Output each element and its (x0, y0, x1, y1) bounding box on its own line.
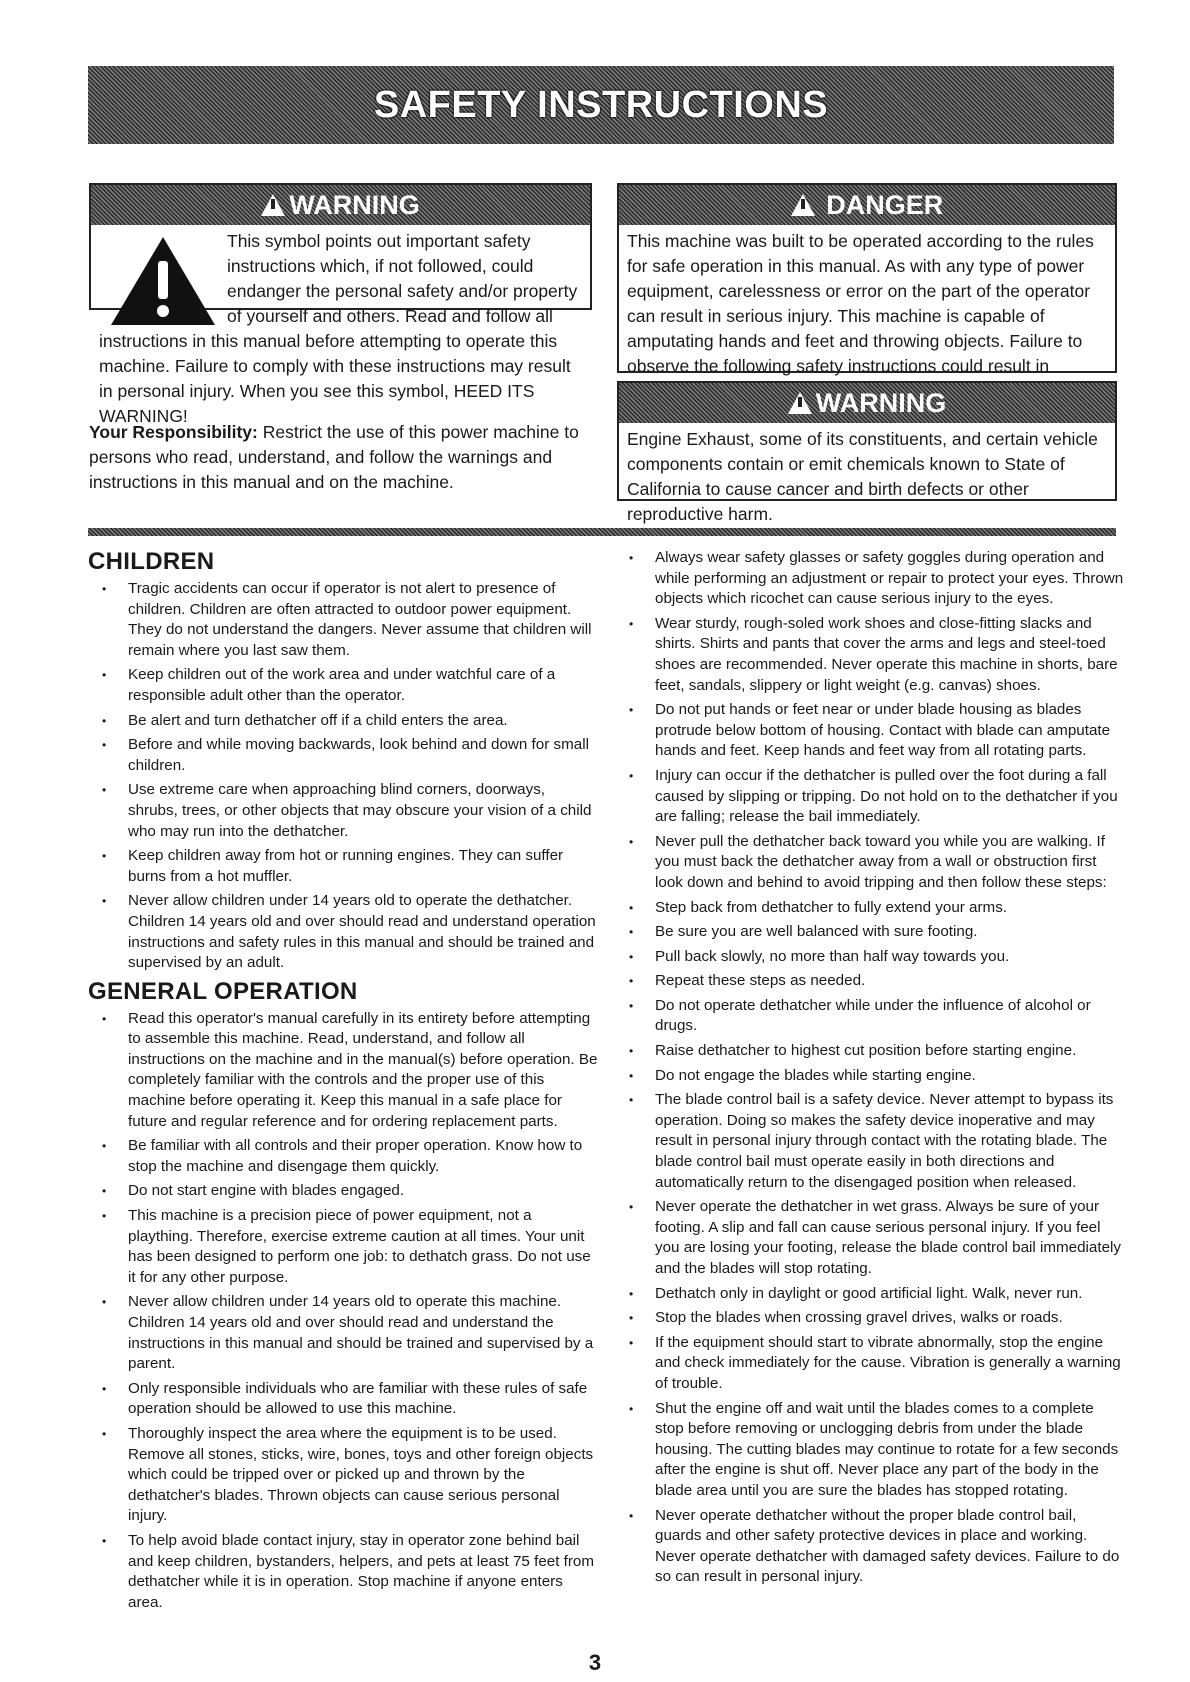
warning-2-heading: WARNING (815, 387, 947, 418)
list-item: • Do not put hands or feet near or under blade housing as blades protrude below bottom of housing. Contact with blade can amputate hands and feet. Keep hands and feet way from all rotating parts. (615, 700, 1125, 762)
list-item: • Read this operator's manual carefully in its entirety before attempting to assemble this machine. Read, understand, and follow all instructions on the machine and in the manual(s) before operation. Be completely familiar with the controls and the proper use of this machine before operating it. Keep this manual in a safe place for future and regular reference and for ordering replacement parts. (88, 1009, 598, 1133)
warning-box-text: This symbol points out important safety instructions which, if not followed, could endanger the personal safety and/or property of yourself and others. Read and follow all instructions in this manual before attempting to operate this machine. Failure to comply with these instructions may result in personal injury. When you see this symbol, HEED ITS WARNING! (99, 231, 578, 426)
list-item: • Step back from dethatcher to fully extend your arms. (615, 898, 1125, 919)
title-banner (88, 66, 1114, 144)
warning-box-2-header (619, 383, 1115, 423)
list-item: • Stop the blades when crossing gravel drives, walks or roads. (615, 1308, 1125, 1329)
list-item: • Raise dethatcher to highest cut position before starting engine. (615, 1041, 1125, 1062)
general-operation-heading: GENERAL OPERATION (88, 977, 358, 1005)
list-item: • Never pull the dethatcher back toward you while you are walking. If you must back the dethatcher away from a wall or obstruction first look down and behind to avoid tripping and then follow these steps: (615, 832, 1125, 894)
list-item: • Be sure you are well balanced with sure footing. (615, 922, 1125, 943)
children-list (88, 579, 598, 974)
list-item: • Pull back slowly, no more than half way towards you. (615, 947, 1125, 968)
list-item: • Thoroughly inspect the area where the equipment is to be used. Remove all stones, sticks, wire, bones, toys and other foreign objects which could be tripped over or picked up and thrown by the dethatcher's blades. Thrown objects can cause serious personal injury. (88, 1424, 598, 1527)
list-item: • Use extreme care when approaching blind corners, doorways, shrubs, trees, or other objects that may obscure your vision of a child who may run into the dethatcher. (88, 780, 598, 842)
children-heading: CHILDREN (88, 548, 215, 575)
list-item: • Before and while moving backwards, look behind and down for small children. (88, 735, 598, 776)
danger-box-text: This machine was built to be operated according to the rules for safe operation in this manual. As with any type of power equipment, carelessness or error on the part of the operator can result in serious injury. This machine is capable of amputating hands and feet and throwing objects. Failure to observe the following safety instructions could result in (627, 231, 1094, 376)
list-item: • Do not engage the blades while starting engine. (615, 1066, 1125, 1087)
page-number: 3 (588, 1650, 602, 1675)
list-item: • Always wear safety glasses or safety goggles during operation and while performing an adjustment or repair to protect your eyes. Thrown objects which ricochet can cause serious injury to the eyes. (615, 548, 1125, 610)
left-column (88, 548, 598, 1617)
list-item: • Only responsible individuals who are familiar with these rules of safe operation should be allowed to use this machine. (88, 1379, 598, 1420)
list-item: • Never operate the dethatcher in wet grass. Always be sure of your footing. A slip and fall can cause serious personal injury. If you feel you are losing your footing, release the blade control bail immediately and the blades will stop rotating. (615, 1197, 1125, 1279)
warning-2-icon (788, 392, 812, 414)
list-item: • Never operate dethatcher without the proper blade control bail, guards and other safety protective devices in place and working. Never operate dethatcher with damaged safety devices. Failure to do so can result in personal injury. (615, 1506, 1125, 1588)
right-column-list (615, 548, 1125, 1588)
list-item: • Never allow children under 14 years old to operate the dethatcher. Children 14 years old and over should read and understand operation instructions and safety rules in this manual and should be trained and supervised by an adult. (88, 891, 598, 973)
list-item: • Keep children away from hot or running engines. They can suffer burns from a hot muffler. (88, 846, 598, 887)
responsibility-paragraph (89, 420, 594, 495)
list-item: • The blade control bail is a safety device. Never attempt to bypass its operation. Doing so makes the safety device inoperative and may result in personal injury through contact with the rotating blade. The blade control bail must operate easily in both directions and automatically return to the disengaged position when released. (615, 1090, 1125, 1193)
warning-box-2 (617, 381, 1117, 524)
list-item: • Wear sturdy, rough-soled work shoes and close-fitting slacks and shirts. Shirts and pants that cover the arms and legs and steel-toed shoes are recommended. Never operate this machine in shorts, bare feet, sandals, slippery or light weight (e.g. canvas) shoes. (615, 614, 1125, 696)
list-item: • Repeat these steps as needed. (615, 971, 1125, 992)
list-item: • Injury can occur if the dethatcher is pulled over the foot during a fall caused by slipping or tripping. Do not hold on to the dethatcher if you are falling; release the bail immediately. (615, 766, 1125, 828)
list-item: • To help avoid blade contact injury, stay in operator zone behind bail and keep children, bystanders, helpers, and pets at least 75 feet from dethatcher while it is in operation. Stop machine if anyone enters area. (88, 1531, 598, 1613)
right-column (615, 548, 1125, 1592)
warning-box-2-text: Engine Exhaust, some of its constituents, and certain vehicle components contain or emit chemicals known to State of California to cause cancer and birth defects or other reproductive harm. (627, 429, 1098, 524)
section-divider (88, 528, 1116, 536)
warning-box (89, 183, 592, 426)
general-operation-list (88, 1009, 598, 1614)
list-item: • Be familiar with all controls and their proper operation. Know how to stop the machine and disengage them quickly. (88, 1136, 598, 1177)
list-item: • Shut the engine off and wait until the blades comes to a complete stop before removing or unclogging debris from under the blade housing. The cutting blades may continue to rotate for a few seconds after the engine is shut off. Never place any part of the body in the blade area until you are sure the blades has stopped rotating. (615, 1399, 1125, 1502)
list-item: • Do not start engine with blades engaged. (88, 1181, 598, 1202)
warning-box-header (91, 185, 590, 225)
page-title: SAFETY INSTRUCTIONS (373, 83, 829, 126)
list-item: • Keep children out of the work area and under watchful care of a responsible adult other than the operator. (88, 665, 598, 706)
warning-triangle-icon (107, 233, 219, 329)
warning-heading: WARNING (289, 189, 420, 220)
danger-heading: DANGER (826, 189, 944, 220)
warning-box-body (91, 225, 590, 433)
list-item: • Dethatch only in daylight or good artificial light. Walk, never run. (615, 1284, 1125, 1305)
list-item: • Do not operate dethatcher while under the influence of alcohol or drugs. (615, 996, 1125, 1037)
list-item: • This machine is a precision piece of power equipment, not a plaything. Therefore, exercise extreme caution at all times. Your unit has been designed to perform one job: to dethatch grass. Do not use it for any other purpose. (88, 1206, 598, 1288)
list-item: • Tragic accidents can occur if operator is not alert to presence of children. Children are often attracted to outdoor power equipment. They do not understand the dangers. Never assume that children will remain where you last saw them. (88, 579, 598, 661)
list-item: • If the equipment should start to vibrate abnormally, stop the engine and check immediately for the cause. Vibration is generally a warning of trouble. (615, 1333, 1125, 1395)
responsibility-text: Restrict the use of this power machine to persons who read, understand, and follow the warnings and instructions in this manual and on the machine. (89, 422, 579, 492)
responsibility-label: Your Responsibility: (89, 422, 258, 442)
danger-box-header (619, 185, 1115, 225)
list-item: • Never allow children under 14 years old to operate this machine. Children 14 years old and over should read and understand the instructions in this manual and should be trained and supervised by a parent. (88, 1292, 598, 1374)
danger-box (617, 183, 1117, 376)
danger-icon (791, 194, 815, 216)
list-item: • Be alert and turn dethatcher off if a child enters the area. (88, 711, 598, 732)
warning-icon (261, 194, 285, 216)
